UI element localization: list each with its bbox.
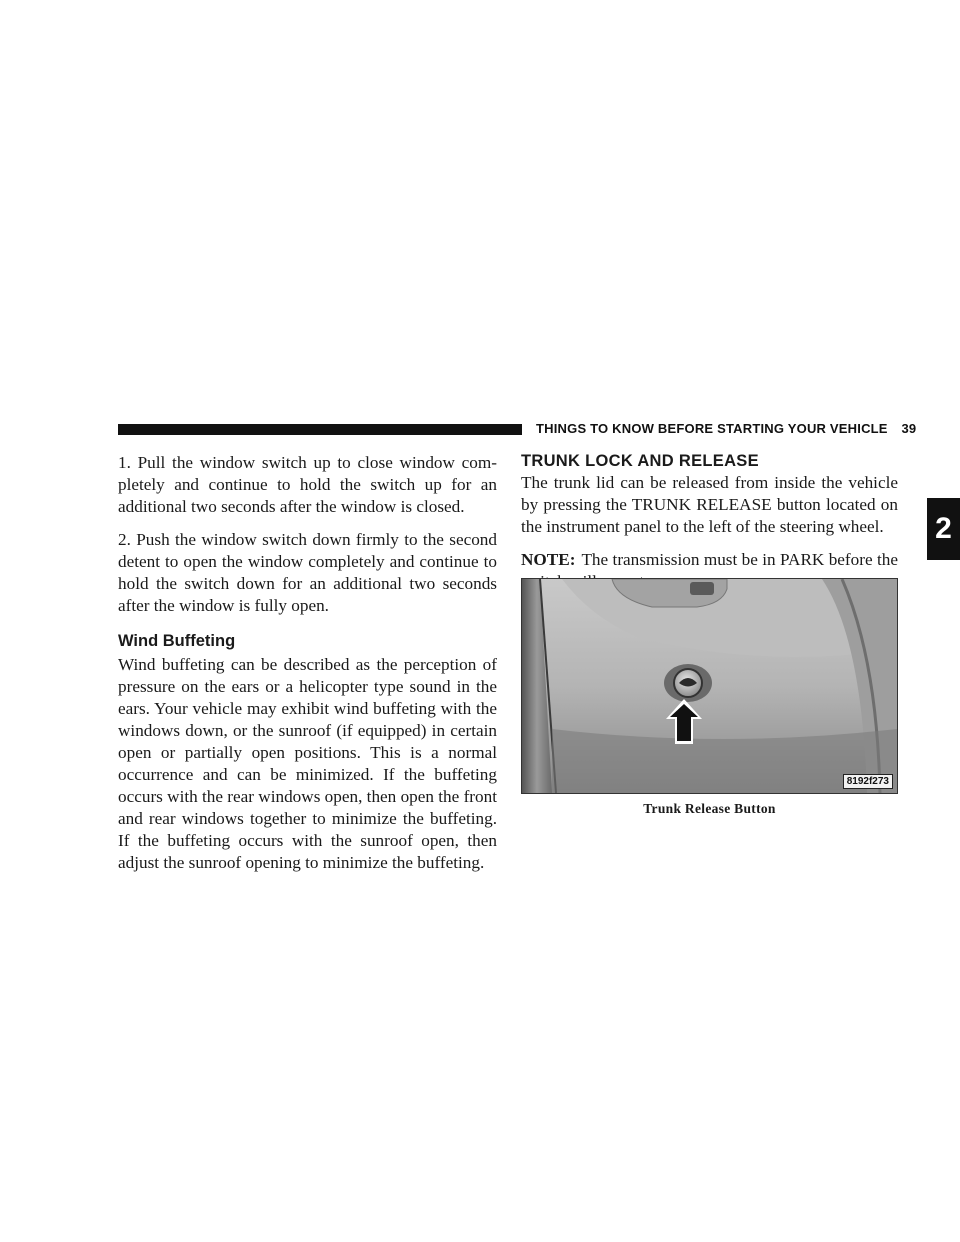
wind-buffeting-text: Wind buffeting can be described as the perception of pressure on the ears or a helicopter type sound in the ears. Your vehicle may exhibit wind buffeting with the windows down, or the sunroof (if equipped) in certain open or partially open positions. This is a normal occurrence and can be minimized. If the buffeting occurs with the rear windows open, then open the front and rear windows together to minimize the buffeting. If the buffeting occurs with the sunroof open, then adjust the sunroof opening to minimize the buffeting. [118, 655, 497, 872]
window-open-instruction: 2. Push the window switch down firmly to the second detent to open the window completely and continue to hold the switch down for an additional two seconds after the window is fully open. [118, 530, 497, 615]
wind-buffeting-heading: Wind Buffeting [118, 632, 236, 650]
small-switch [690, 582, 714, 595]
trunk-release-figure [521, 578, 898, 794]
figure-caption: Trunk Release Button [643, 801, 776, 816]
running-header [536, 421, 916, 436]
trunk-release-text: The trunk lid can be released from inside the vehicle by pressing the TRUNK RELEASE button located on the instrument panel to the left of the steering wheel. [521, 473, 898, 536]
page-number: 39 [901, 421, 917, 436]
note-label: NOTE: [521, 550, 576, 569]
header-title: THINGS TO KNOW BEFORE STARTING YOUR VEHICLE [536, 421, 888, 436]
header-rule [118, 424, 522, 435]
note-text: The transmission must be in PARK before the [581, 550, 898, 569]
left-column [118, 452, 497, 885]
chapter-tab: 2 [927, 498, 960, 560]
window-close-instruction: 1. Pull the window switch up to close window completely and continue to hold the switch up for an additional two seconds after the window is closed. [118, 453, 497, 516]
figure-code: 8192f273 [843, 774, 893, 789]
trunk-section-heading: TRUNK LOCK AND RELEASE [521, 452, 759, 470]
trunk-release-illustration [522, 579, 897, 793]
